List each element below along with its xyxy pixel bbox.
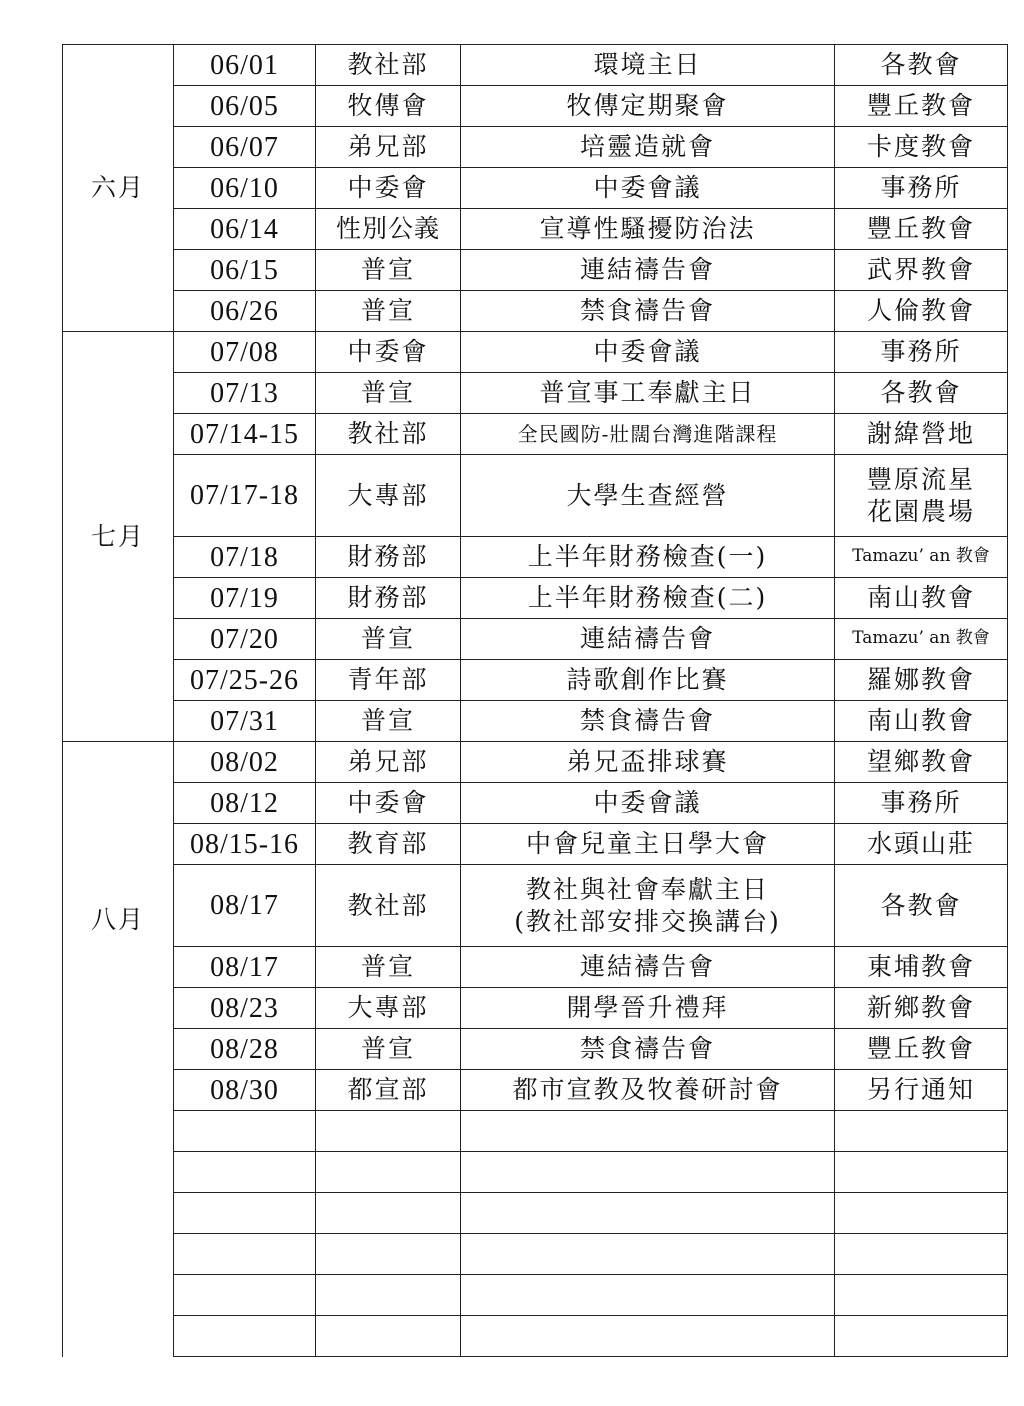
empty-cell [461,1193,835,1234]
location-cell: 謝緯營地 [835,414,1008,455]
table-row [63,127,1008,168]
empty-cell [174,1111,316,1152]
table-row [63,619,1008,660]
location-cell: 豐丘教會 [835,86,1008,127]
date-cell: 07/13 [174,373,316,414]
empty-cell [835,1193,1008,1234]
location-cell: 人倫教會 [835,291,1008,332]
date-cell: 06/01 [174,45,316,86]
event-cell: 詩歌創作比賽 [461,660,835,701]
table-row [63,1029,1008,1070]
table-row [63,537,1008,578]
date-cell: 08/12 [174,783,316,824]
department-cell: 大專部 [316,455,461,537]
table-row [63,947,1008,988]
location-cell: 水頭山莊 [835,824,1008,865]
empty-cell [316,1193,461,1234]
event-cell: 普宣事工奉獻主日 [461,373,835,414]
date-cell: 07/19 [174,578,316,619]
location-cell: 卡度教會 [835,127,1008,168]
month-label: 六月 [63,45,174,332]
empty-cell [174,1275,316,1316]
date-cell: 08/28 [174,1029,316,1070]
department-cell: 普宣 [316,373,461,414]
month-label: 八月 [63,742,174,1357]
table-row [63,45,1008,86]
event-cell: 連結禱告會 [461,619,835,660]
department-cell: 教社部 [316,45,461,86]
location-cell: 各教會 [835,45,1008,86]
location-cell: 武界教會 [835,250,1008,291]
event-cell: 中委會議 [461,783,835,824]
event-cell: 都市宣教及牧養研討會 [461,1070,835,1111]
empty-cell [174,1316,316,1357]
table-row [63,373,1008,414]
table-row [63,291,1008,332]
date-cell: 06/07 [174,127,316,168]
date-cell: 08/15-16 [174,824,316,865]
date-cell: 07/25-26 [174,660,316,701]
department-cell: 性別公義 [316,209,461,250]
empty-cell [461,1234,835,1275]
empty-row [63,1193,1008,1234]
empty-cell [461,1152,835,1193]
date-cell: 07/20 [174,619,316,660]
table-row [63,865,1008,947]
table-row [63,1070,1008,1111]
department-cell: 弟兄部 [316,127,461,168]
event-cell: 禁食禱告會 [461,701,835,742]
table-row [63,250,1008,291]
event-cell: 中委會議 [461,332,835,373]
table-row [63,414,1008,455]
date-cell: 08/23 [174,988,316,1029]
date-cell: 08/30 [174,1070,316,1111]
table-row [63,332,1008,373]
event-cell: 禁食禱告會 [461,291,835,332]
department-cell: 普宣 [316,291,461,332]
department-cell: 普宣 [316,1029,461,1070]
location-cell: 望鄉教會 [835,742,1008,783]
department-cell: 中委會 [316,783,461,824]
event-cell: 環境主日 [461,45,835,86]
location-cell: 新鄉教會 [835,988,1008,1029]
department-cell: 青年部 [316,660,461,701]
event-cell: 上半年財務檢查(一) [461,537,835,578]
event-line-2: (教社部安排交換講台) [514,906,781,936]
empty-cell [174,1234,316,1275]
event-cell: 弟兄盃排球賽 [461,742,835,783]
date-cell: 06/14 [174,209,316,250]
empty-cell [835,1152,1008,1193]
location-line-2: 花園農場 [866,496,975,526]
department-cell: 教社部 [316,414,461,455]
location-cell: 豐丘教會 [835,209,1008,250]
department-cell: 弟兄部 [316,742,461,783]
month-label: 七月 [63,332,174,742]
location-line-1: 豐原流星 [866,465,975,495]
date-cell: 06/26 [174,291,316,332]
department-cell: 大專部 [316,988,461,1029]
location-cell: Tamazu’ an 教會 [835,537,1008,578]
department-cell: 教社部 [316,865,461,947]
table-row [63,988,1008,1029]
table-row [63,783,1008,824]
department-cell: 教育部 [316,824,461,865]
empty-row [63,1111,1008,1152]
table-row [63,742,1008,783]
department-cell: 牧傳會 [316,86,461,127]
table-row [63,824,1008,865]
department-cell: 普宣 [316,250,461,291]
location-cell [835,455,1008,537]
date-cell: 07/18 [174,537,316,578]
empty-row [63,1234,1008,1275]
location-cell: 羅娜教會 [835,660,1008,701]
department-cell: 普宣 [316,947,461,988]
event-cell: 大學生查經營 [461,455,835,537]
date-cell: 08/17 [174,865,316,947]
table-row [63,455,1008,537]
table-row [63,168,1008,209]
date-cell: 07/17-18 [174,455,316,537]
location-cell: 另行通知 [835,1070,1008,1111]
empty-cell [316,1316,461,1357]
event-cell: 全民國防-壯闊台灣進階課程 [461,414,835,455]
empty-cell [835,1275,1008,1316]
event-cell: 宣導性騷擾防治法 [461,209,835,250]
location-cell: 各教會 [835,865,1008,947]
empty-cell [461,1316,835,1357]
table-row [63,86,1008,127]
department-cell: 普宣 [316,701,461,742]
table-row [63,701,1008,742]
event-cell: 連結禱告會 [461,250,835,291]
department-cell: 中委會 [316,168,461,209]
event-cell: 牧傳定期聚會 [461,86,835,127]
empty-cell [316,1275,461,1316]
schedule-body [63,45,1008,1357]
event-cell: 上半年財務檢查(二) [461,578,835,619]
location-cell: 東埔教會 [835,947,1008,988]
event-cell: 中會兒童主日學大會 [461,824,835,865]
empty-row [63,1316,1008,1357]
event-cell [461,865,835,947]
date-cell: 07/14-15 [174,414,316,455]
department-cell: 都宣部 [316,1070,461,1111]
empty-cell [461,1275,835,1316]
location-cell: 南山教會 [835,701,1008,742]
location-cell: 事務所 [835,332,1008,373]
location-cell: Tamazu’ an 教會 [835,619,1008,660]
location-cell: 豐丘教會 [835,1029,1008,1070]
date-cell: 06/10 [174,168,316,209]
location-cell: 事務所 [835,168,1008,209]
event-cell: 禁食禱告會 [461,1029,835,1070]
department-cell: 中委會 [316,332,461,373]
table-row [63,209,1008,250]
date-cell: 08/17 [174,947,316,988]
empty-cell [316,1111,461,1152]
department-cell: 財務部 [316,537,461,578]
location-cell: 南山教會 [835,578,1008,619]
empty-cell [316,1234,461,1275]
department-cell: 普宣 [316,619,461,660]
event-cell: 連結禱告會 [461,947,835,988]
empty-cell [835,1316,1008,1357]
empty-cell [835,1234,1008,1275]
date-cell: 06/05 [174,86,316,127]
date-cell: 07/08 [174,332,316,373]
empty-cell [461,1111,835,1152]
empty-cell [174,1152,316,1193]
event-cell: 開學晉升禮拜 [461,988,835,1029]
location-cell: 各教會 [835,373,1008,414]
empty-row [63,1152,1008,1193]
empty-row [63,1275,1008,1316]
date-cell: 08/02 [174,742,316,783]
event-cell: 培靈造就會 [461,127,835,168]
date-cell: 07/31 [174,701,316,742]
date-cell: 06/15 [174,250,316,291]
event-line-1: 教社與社會奉獻主日 [525,875,769,905]
empty-cell [835,1111,1008,1152]
empty-cell [174,1193,316,1234]
empty-cell [316,1152,461,1193]
department-cell: 財務部 [316,578,461,619]
schedule-table [62,44,1008,1357]
table-row [63,578,1008,619]
table-row [63,660,1008,701]
location-cell: 事務所 [835,783,1008,824]
event-cell: 中委會議 [461,168,835,209]
